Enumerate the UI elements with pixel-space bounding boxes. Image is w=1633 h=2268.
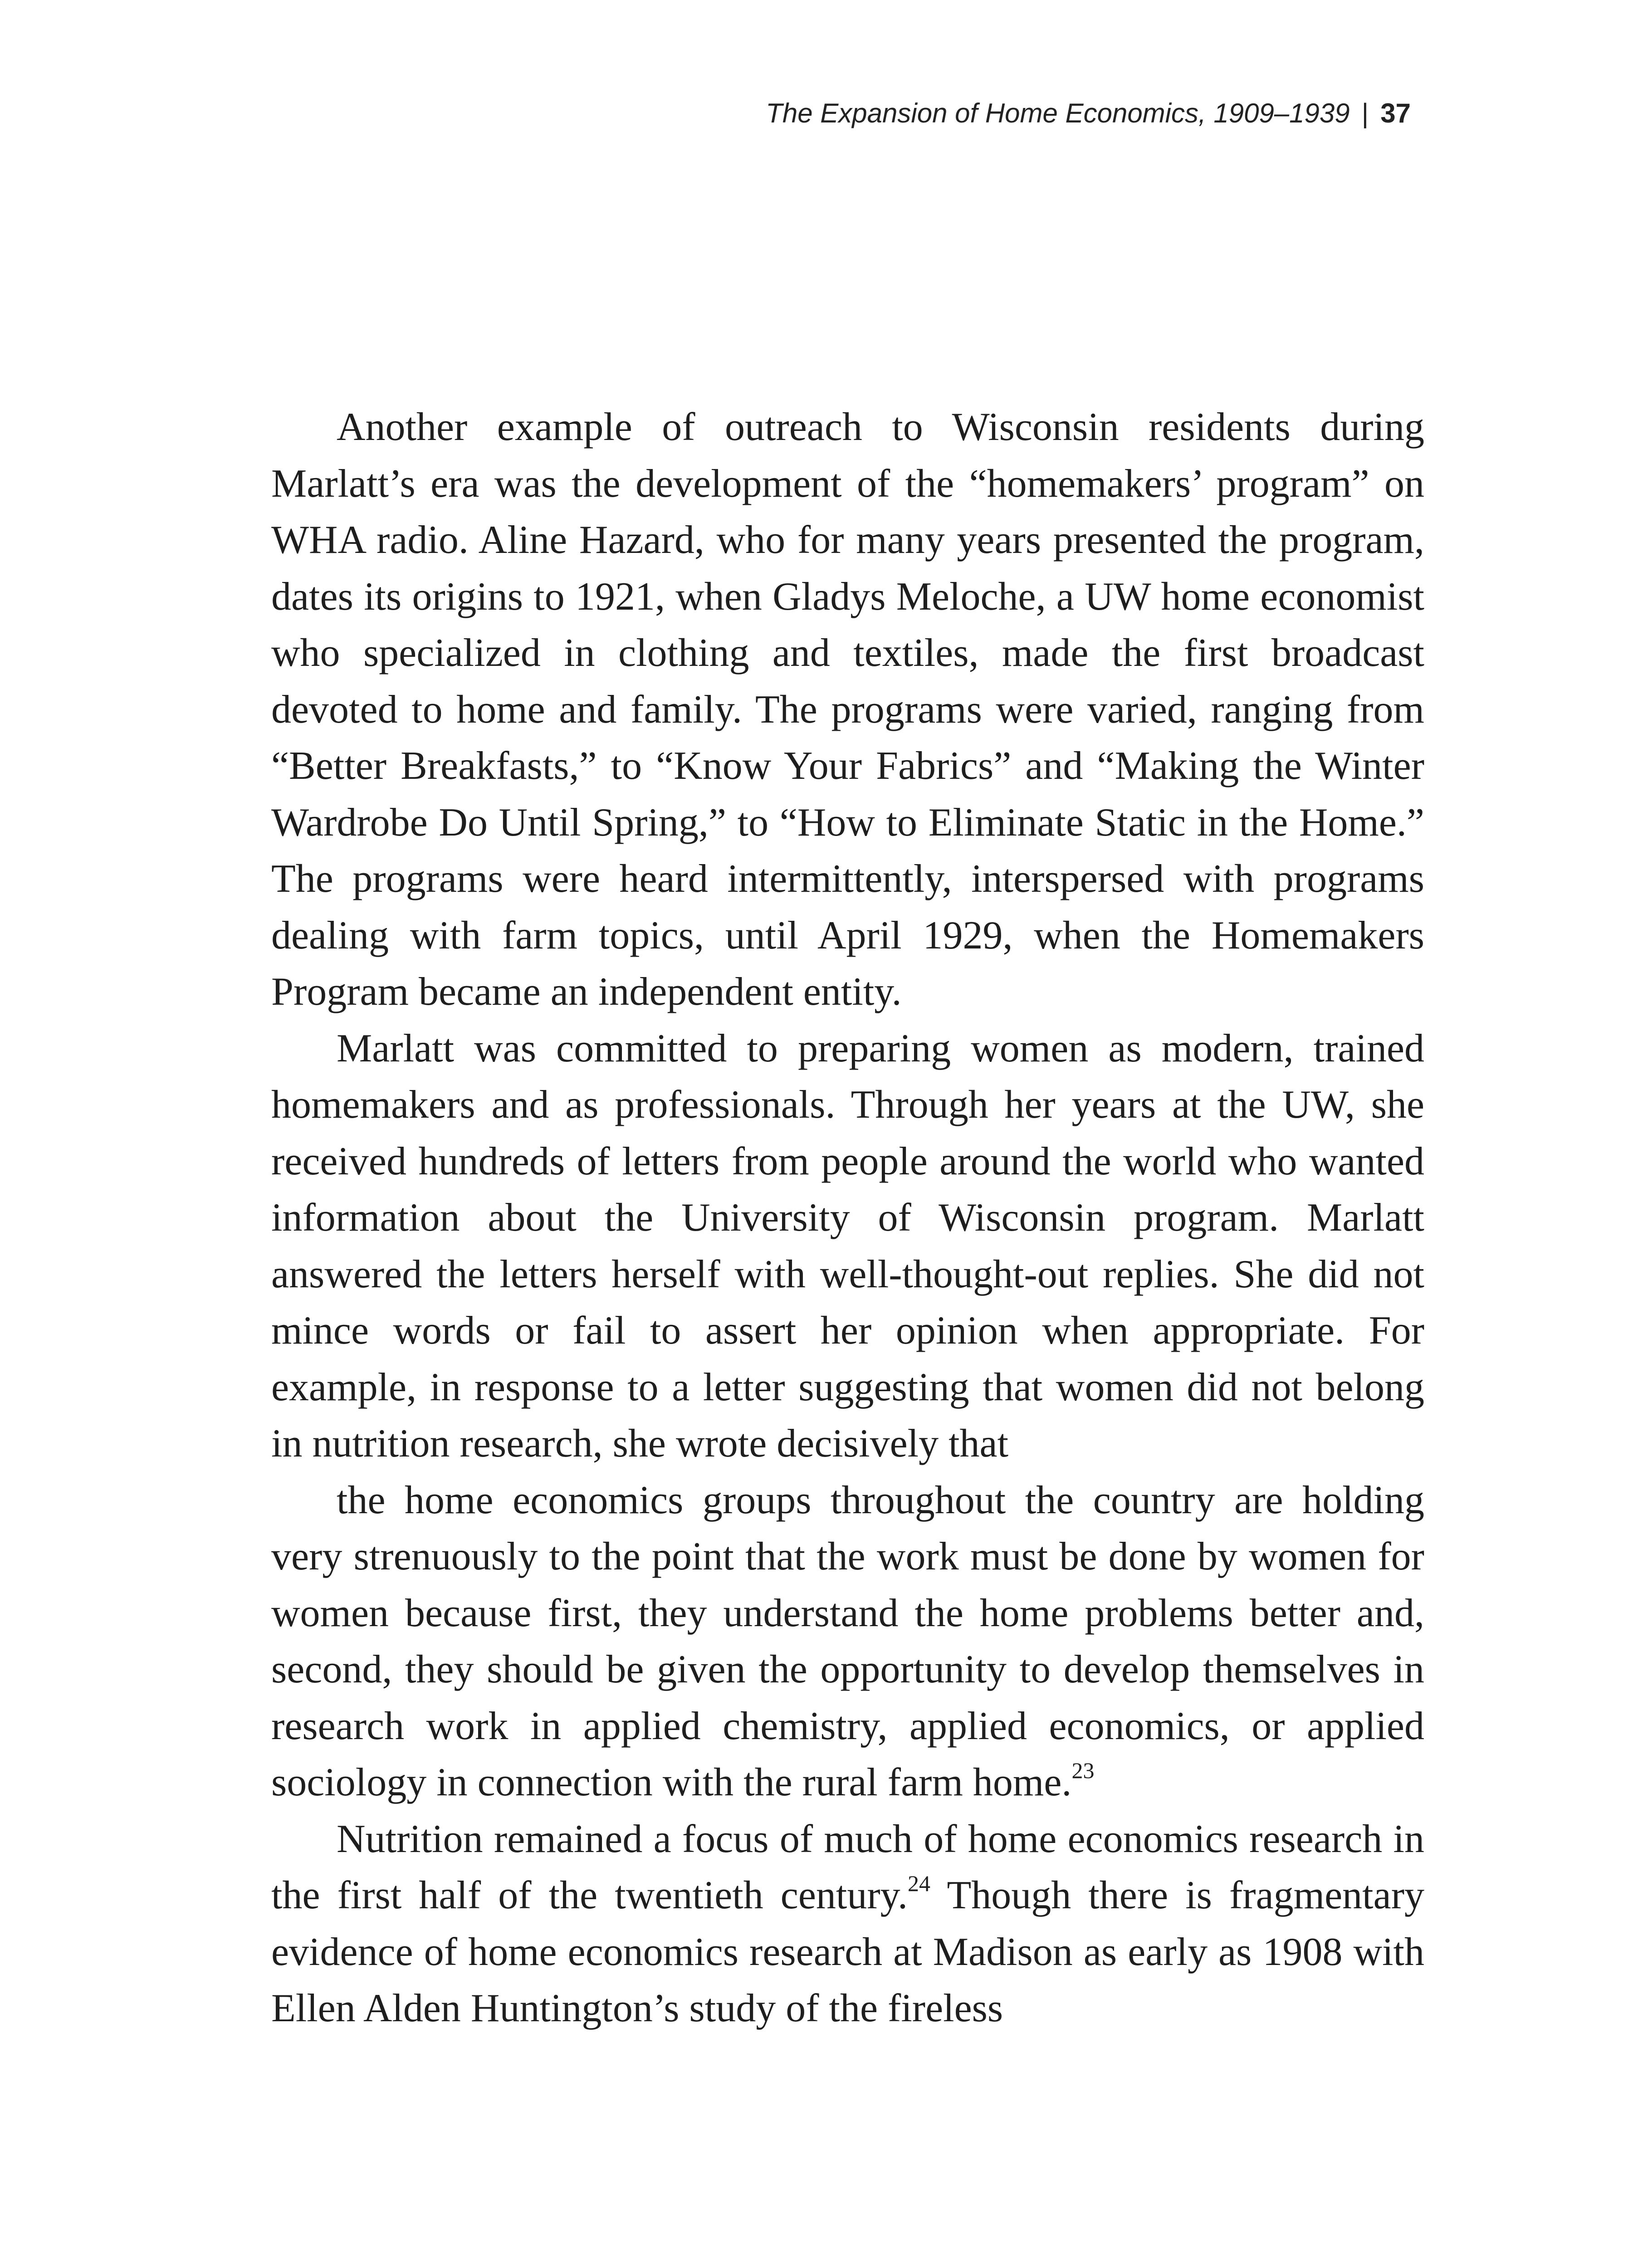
block-quote-text: the home economics groups throughout the country are holding very strenuously to the point that the work must be done by women for women because first, they understand the home problems better and, second, they should be given the opportunity to develop themselves in research work in applied chemistry, applied economics, or applied sociology in connection with the rural farm home. xyxy=(271,1478,1424,1804)
footnote-ref-23: 23 xyxy=(1071,1757,1095,1783)
paragraph-radio-program: Another example of outreach to Wisconsin residents during Marlatt’s era was the development of the “homemakers’ program” on WHA radio. Aline Hazard, who for many years presented the program, dates its origins to 1921, when Gladys Meloche, a UW home economist who specialized in clothing and textiles, made the first broadcast devoted to home and family. The programs were varied, ranging from “Better Breakfasts,” to “Know Your Fabrics” and “Making the Winter Wardrobe Do Until Spring,” to “How to Eliminate Static in the Home.” The programs were heard intermittently, interspersed with programs dealing with farm topics, until April 1929, when the Homemakers Program became an independent entity. xyxy=(271,405,1424,1014)
nutrition-text-end: Though there is fragmentary evidence of home economics research at Madison as early as 1908 with Ellen Alden Huntington’s study of the fireless xyxy=(271,1873,1424,2030)
page-number: 37 xyxy=(1380,98,1411,128)
running-head-separator: | xyxy=(1361,98,1369,128)
nutrition-text-start: Nutrition remained a focus of much of home economics research in the first half of the twentieth century. xyxy=(271,1817,1424,1917)
running-head-title: The Expansion of Home Economics, 1909–1939 xyxy=(766,98,1350,128)
body-text xyxy=(271,399,1424,2037)
paragraph-nutrition-research xyxy=(271,1811,1424,2037)
block-quote xyxy=(271,1472,1424,1811)
footnote-ref-24: 24 xyxy=(907,1870,930,1896)
running-head xyxy=(766,93,1411,134)
paragraph-marlatt-letters: Marlatt was committed to preparing women as modern, trained homemakers and as professionals. Through her years at the UW, she received hundreds of letters from people around the world who wanted information about the University of Wisconsin program. Marlatt answered the letters herself with well-thought-out replies. She did not mince words or fail to assert her opinion when appropriate. For example, in response to a letter suggesting that women did not belong in nutrition research, she wrote decisively that xyxy=(271,1026,1424,1466)
